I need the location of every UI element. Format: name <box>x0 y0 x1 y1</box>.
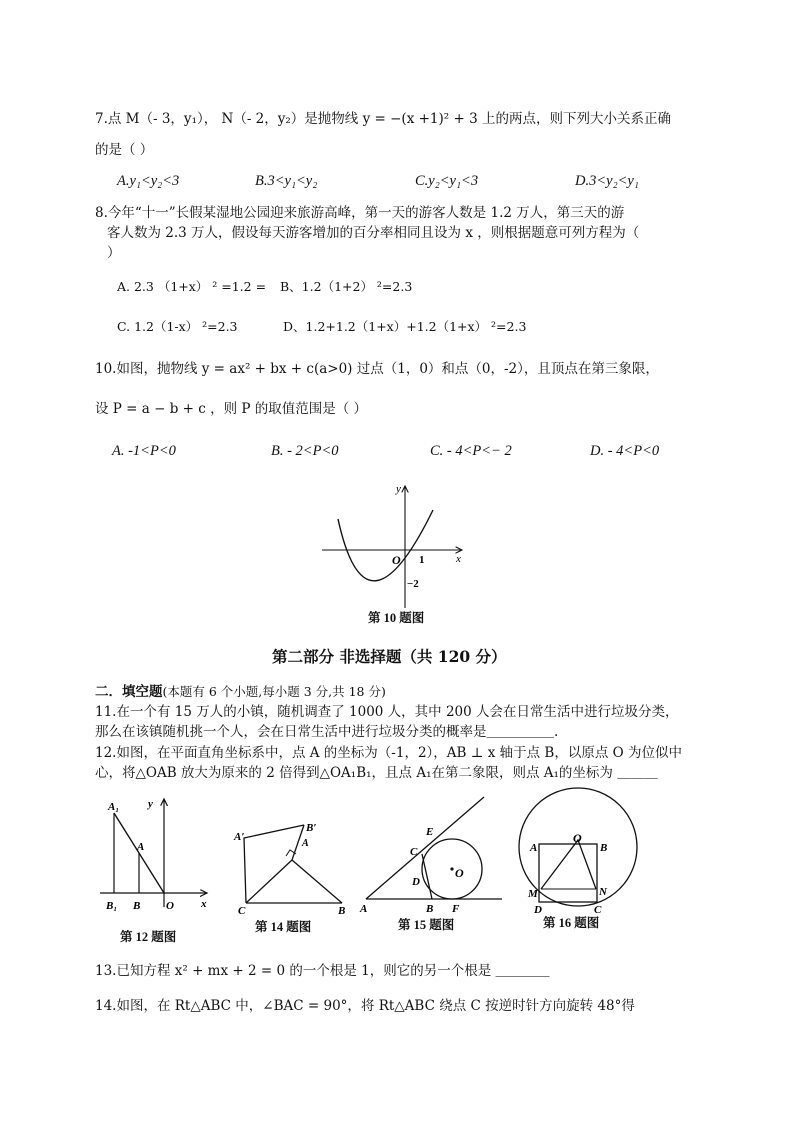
fig10-label-1: 1 <box>419 554 425 566</box>
fig16-label-a: A <box>530 842 538 854</box>
q7-option-a: A.y₁<y₂<3 <box>117 173 180 189</box>
q10-option-a: A. -1<P<0 <box>112 443 176 459</box>
fig15-slant-line <box>366 797 484 899</box>
figure-14 <box>232 820 352 915</box>
figure-10-parabola <box>320 482 470 612</box>
q8-line1: 8.今年“十一”长假某湿地公园迎来旅游高峰，第一天的游客人数是 1.2 万人，第三天的游 <box>95 205 625 221</box>
figure-12-caption: 第 12 题图 <box>120 930 177 944</box>
fig15-label-c: C <box>410 846 418 858</box>
q7-line2: 的是（ ） <box>95 142 154 158</box>
q11-line2: 那么在该镇随机挑一个人，会在日常生活中进行垃圾分类的概率是＿＿＿＿＿. <box>95 724 559 740</box>
fig15-label-d: D <box>412 876 420 888</box>
fig14-label-c: C <box>238 905 246 917</box>
fig12-label-b1: B₁ <box>106 900 118 912</box>
q11-line1: 11.在一个有 15 万人的小镇，随机调查了 1000 人，其中 200 人会在日常生活中进行垃圾分类， <box>95 704 679 720</box>
fig14-label-ap: A′ <box>234 831 245 843</box>
fig15-label-e: E <box>426 826 434 838</box>
q8-option-b: B、1.2（1+2） ²=2.3 <box>280 279 413 294</box>
fig10-label-y: y <box>396 483 401 495</box>
fig12-label-a1: A₁ <box>108 801 120 813</box>
q7-line1: 7.点 M（- 3，y₁）， N（- 2，y₂）是抛物线 y = −(x +1)² + 3 上的两点，则下列大小关系正确 <box>95 111 671 127</box>
fig12-label-o: O <box>166 900 174 912</box>
fig16-label-b: B <box>600 842 608 854</box>
fig16-label-m: M <box>528 888 538 900</box>
fig15-label-o: O <box>455 866 464 880</box>
section-2-note: (本题有 6 个小题,每小题 3 分,共 18 分) <box>162 684 386 699</box>
section-2-heading: 二．填空题 <box>95 684 163 700</box>
fig14-triangle-rotated <box>244 825 304 903</box>
fig14-label-b: B <box>338 905 346 917</box>
fig12-label-a: A <box>137 841 145 853</box>
q7-option-c: C.y₂<y₁<3 <box>415 173 479 189</box>
fig12-label-y: y <box>148 798 153 810</box>
q10-line1: 10.如图，抛物线 y = ax² + bx + c(a>0) 过点（1，0）和点（0，-2），且顶点在第三象限， <box>95 361 659 377</box>
q7-option-d: D.3<y₂<y₁ <box>575 173 639 189</box>
fig16-label-n: N <box>599 886 607 898</box>
fig15-label-f: F <box>452 903 460 915</box>
q10-option-c: C. - 4<P<− 2 <box>430 443 512 459</box>
fig10-label-neg2: −2 <box>407 578 419 590</box>
q14-line1: 14.如图，在 Rt△ABC 中，∠BAC = 90°，将 Rt△ABC 绕点 C 按逆时针方向旋转 48°得 <box>95 998 635 1014</box>
q13-line1: 13.已知方程 x² + mx + 2 = 0 的一个根是 1，则它的另一个根是 ＿＿＿＿ <box>95 963 550 979</box>
section-2-header <box>95 683 386 701</box>
figure-10-caption: 第 10 题图 <box>368 611 425 625</box>
fig14-label-a: A <box>302 838 309 849</box>
fig16-label-c: C <box>594 904 602 916</box>
q8-line3: ） <box>107 245 121 261</box>
fig10-parabola-curve <box>338 510 433 581</box>
fig10-label-x: x <box>456 553 461 565</box>
figure-15 <box>360 795 508 915</box>
fig16-triangle-mon <box>541 840 596 889</box>
fig14-segment-ab <box>292 860 342 903</box>
fig14-segment-ca <box>246 860 292 903</box>
q7-option-b: B.3<y₁<y₂ <box>255 173 318 189</box>
fig16-label-o: O <box>573 831 582 845</box>
figure-15-caption: 第 15 题图 <box>398 918 455 932</box>
figure-14-caption: 第 14 题图 <box>255 920 312 934</box>
q8-line2: 客人数为 2.3 万人，假设每天游客增加的百分率相同且设为 x ，则根据题意可列方程为（ <box>107 225 640 241</box>
q10-option-d: D. - 4<P<0 <box>590 443 660 459</box>
q8-option-c: C. 1.2（1-x） ²=2.3 <box>117 319 238 334</box>
q10-line2: 设 P = a − b + c ，则 P 的取值范围是（ ） <box>95 401 368 417</box>
fig15-label-a: A <box>360 903 368 915</box>
fig14-label-bp: B′ <box>306 822 317 834</box>
part-2-title: 第二部分 非选择题（共 120 分） <box>272 647 507 666</box>
figure-12 <box>100 795 215 920</box>
fig16-label-d: D <box>534 904 542 916</box>
q10-option-b: B. - 2<P<0 <box>271 443 339 459</box>
fig12-label-b: B <box>133 900 141 912</box>
q12-line2: 心，将△OAB 放大为原来的 2 倍得到△OA₁B₁，且点 A₁在第二象限，则点 A₁的坐标为 ＿＿＿ <box>95 765 658 781</box>
q8-option-a: A. 2.3 （1+x） ² =1.2 = <box>117 279 267 294</box>
fig12-label-x: x <box>201 898 207 910</box>
fig10-label-o: O <box>392 553 401 567</box>
q12-line1: 12.如图，在平面直角坐标系中，点 A 的坐标为（-1，2），AB ⊥ x 轴于点 B，以原点 O 为位似中 <box>95 745 683 761</box>
fig15-label-b: B <box>426 903 434 915</box>
figure-16 <box>515 785 645 915</box>
figure-16-caption: 第 16 题图 <box>543 916 600 930</box>
fig15-center-dot <box>450 867 453 870</box>
q8-option-d: D、1.2+1.2（1+x）+1.2（1+x） ²=2.3 <box>283 319 527 334</box>
